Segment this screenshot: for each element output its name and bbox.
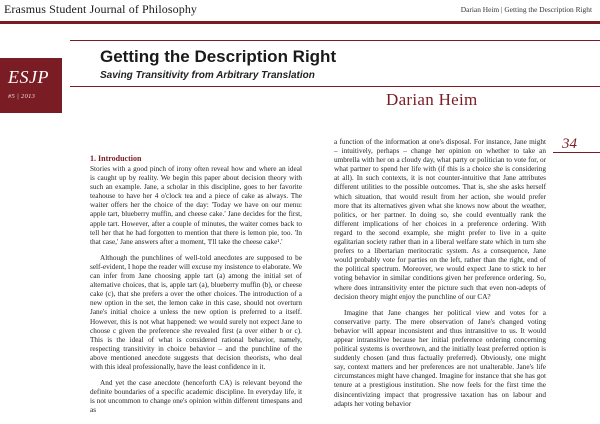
journal-title: Erasmus Student Journal of Philosophy [4,2,198,16]
journal-logo: ESJP [8,67,49,87]
paragraph: a function of the information at one's disposal. For instance, Jane might – intuitively, perhaps – change her opinion on whether to take an umbrella with her on a cloudy day, what party or politician to vote for, or what partner to spend her life with (if this is a choice she is considering at all). In such contexts, it is not counter-intuitive that Jane attributes different utilities to the possible outcomes. That is, she she asks herself which situation, that would result from her action, she would prefer more that its alternatives given what she knows now about the weather, politics, or her partner. In doing so, she could eventually rank the different implications of her choices in a preference ordering. With regard to the second example, she might prefer to live in a quite egalitarian society rather than in a liberal welfare state which in turn she prefers to a libertarian meritocratic system. As a consequence, Jane would probably vote for parties on the left, rather than the right, end of the political spectrum. Moreover, we would expect Jane to stick to her voting behavior in similar conditions given her preference ordering. So, where does intransitivity enter the picture such that even non-adepts of decision theory might enjoy the punchline of our CA? [334,138,546,301]
issue-label: #5 | 2013 [8,93,36,100]
running-head: Darian Heim | Getting the Description Right [460,5,592,14]
page-number-rule [553,152,600,153]
section-heading: 1. Introduction [90,154,142,163]
title-rule-bottom [70,86,600,87]
paragraph: Stories with a good pinch of irony often reveal how and where an ideal is caught up by reality. We begin this paper about decision theory with such an example. Jane, a scholar in this discipline, goes to her favorite teahouse to have her 4 o'clock tea and a piece of cake as always. The waiter offers her the choice of the day: 'Today we have on our menu: apple tart, blueberry muffin, and cheese cake.' Jane decides for the first, apple tart. However, after a couple of minutes, the waiter comes back to tell her that he had forgotten to mention that there is lemon pie, too. 'In that case,' Jane answers after a moment, 'I'll take the cheese cake¹.' [90,165,302,246]
paragraph: And yet the case anecdote (henceforth CA) is relevant beyond the definite boundaries of a specific academic discipline. In everyday life, it is not uncommon to change one's opinion within different timespans and as [90,379,302,415]
author-name: Darian Heim [386,90,478,109]
journal-sidebar-badge [0,58,62,113]
header-rule [0,21,600,24]
article-subtitle: Saving Transitivity from Arbitrary Translation [100,70,315,81]
page-number: 34 [562,136,577,152]
article-title: Getting the Description Right [100,47,337,66]
body-column-left [90,165,302,415]
paragraph: Although the punchlines of well-told anecdotes are supposed to be self-evident, I hope the reader will excuse my insistence to elaborate. We can infer from Jane choosing apple tart (a) among the initial set of alternative choices, that is, apple tart (a), blueberry muffin (b), or cheese cake (c), that she prefers a over the other choices. The introduction of a new option in the set, the lemon cake in this case, should not overturn Jane's initial choice a unless the new option is preferred to a itself. However, this is not what happened: we would surely not expect Jane to choose c given the preference she revealed first (a over either b or c). This is the ideal of what is considered rational behavior, namely, respecting transitivity in choice behavior – and the punchline of the above mentioned anecdote suggests that decision theorists, who deal with this ideal professionally, have the least confidence in it. [90,253,302,371]
title-rule-top [70,40,600,41]
paragraph: Imagine that Jane changes her political view and votes for a conservative party. The mere observation of Jane's changed voting behavior will appear inconsistent and thus intransitive to us. It would appear intransitive because her initial preference ordering concerning political systems is overthrown, and the initially least preferred option is suddenly chosen (and thus factually preferred). Obviously, one might say, context matters and her preferences are not unalterable. Jane's life circumstances might have changed. Imagine for instance that she has got tenure at a prestigious institution. She now feels for the first time the disincentivizing impact that progressive taxation has on labour and adapts her voting behavior [334,308,546,408]
body-column-right [334,138,546,409]
